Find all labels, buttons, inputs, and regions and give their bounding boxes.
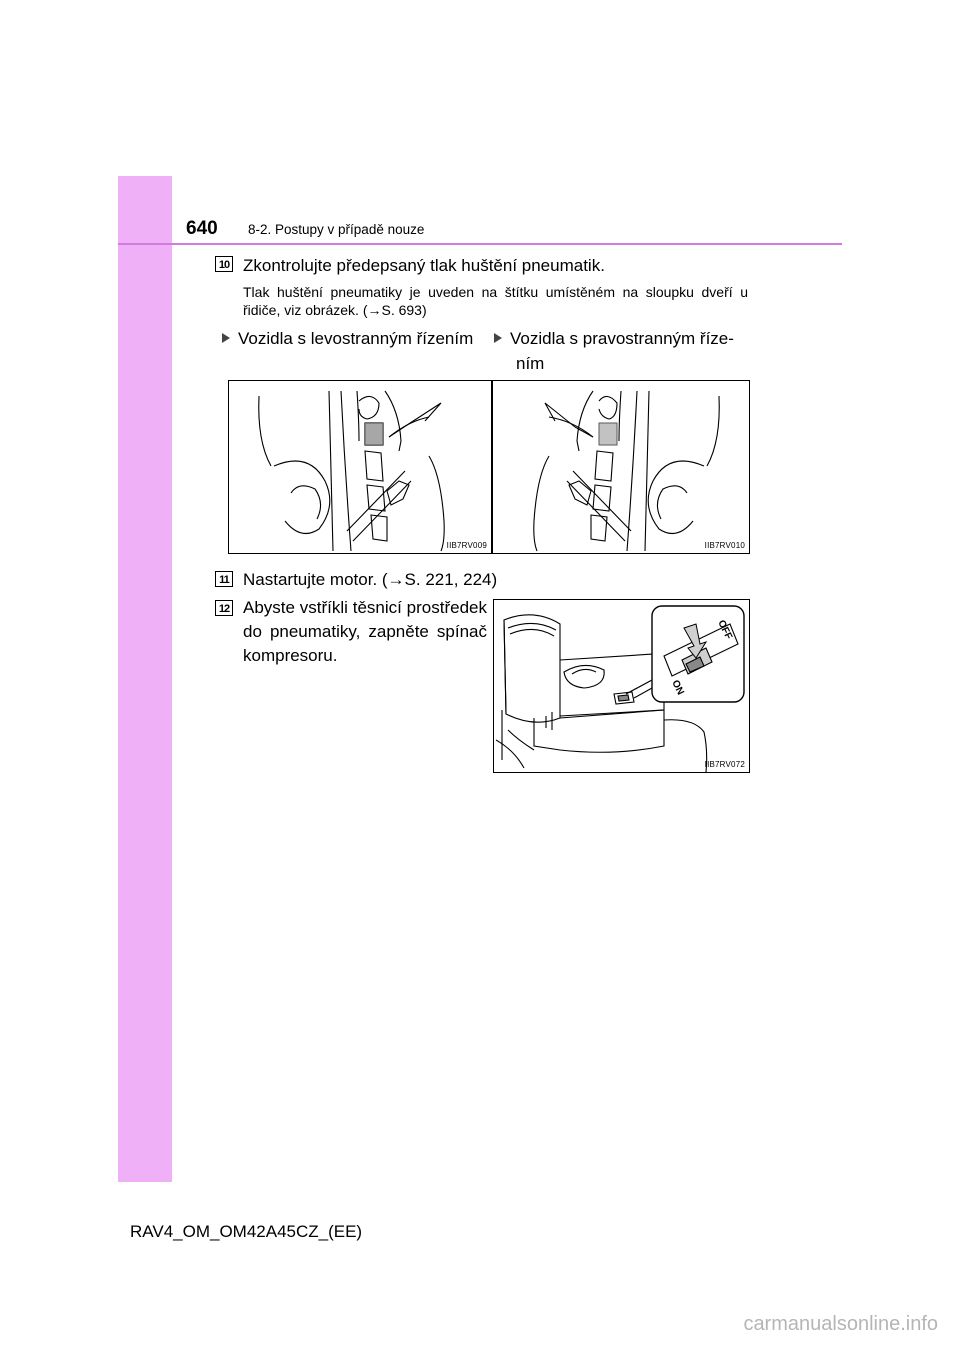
lhd-heading [222,326,473,351]
switch-on-label: ON [669,678,686,697]
figure-code-lhd: IIB7RV009 [446,541,487,550]
compressor-illustration [494,600,749,772]
step-number-11: 11 [215,571,233,587]
step-11-text: Nastartujte motor. (→S. 221, 224) [243,570,498,589]
page-number: 640 [186,218,218,239]
chapter-sidebar-tab [118,176,172,1182]
triangle-bullet-icon [494,333,502,343]
step-10-text: Zkontrolujte předepsaný tlak huštění pneumatik. [243,256,605,275]
step-number-12: 12 [215,600,233,616]
document-code: RAV4_OM_OM42A45CZ_(EE) [130,1222,363,1241]
step-12-line-2: do pneumatiky, zapněte spínač [243,622,487,641]
door-pillar-lhd-illustration [229,381,491,553]
step-10-note: Tlak huštění pneumatiky je uveden na štítku umístěném na sloupku dveří u řidiče, viz obrázek. (→S. 693) [243,284,748,318]
switch-off-label: OFF [715,618,734,642]
step-12-line-3: kompresoru. [243,646,338,665]
rhd-heading [494,326,754,376]
triangle-bullet-icon [222,333,230,343]
figure-lhd-door-pillar [228,380,492,554]
lhd-heading-label: Vozidla s levostranným řízením [238,329,474,348]
step-12-line-1: Abyste vstříkli těsnicí prostředek [243,598,487,617]
watermark-text: carmanualsonline.info [743,1313,938,1335]
chapter-title: 8-2. Postupy v případě nouze [248,222,425,237]
figure-rhd-door-pillar [492,380,750,554]
rhd-heading-label-2: ním [516,354,545,373]
figure-code-compressor: IIB7RV072 [704,760,745,769]
figure-code-rhd: IIB7RV010 [704,541,745,550]
rhd-heading-label-1: Vozidla s pravostranným říze- [510,329,734,348]
step-number-10: 10 [215,256,233,272]
door-pillar-rhd-illustration [493,381,749,553]
step-12-text [243,596,487,668]
header-divider [118,243,842,245]
figure-compressor-switch [493,599,750,773]
